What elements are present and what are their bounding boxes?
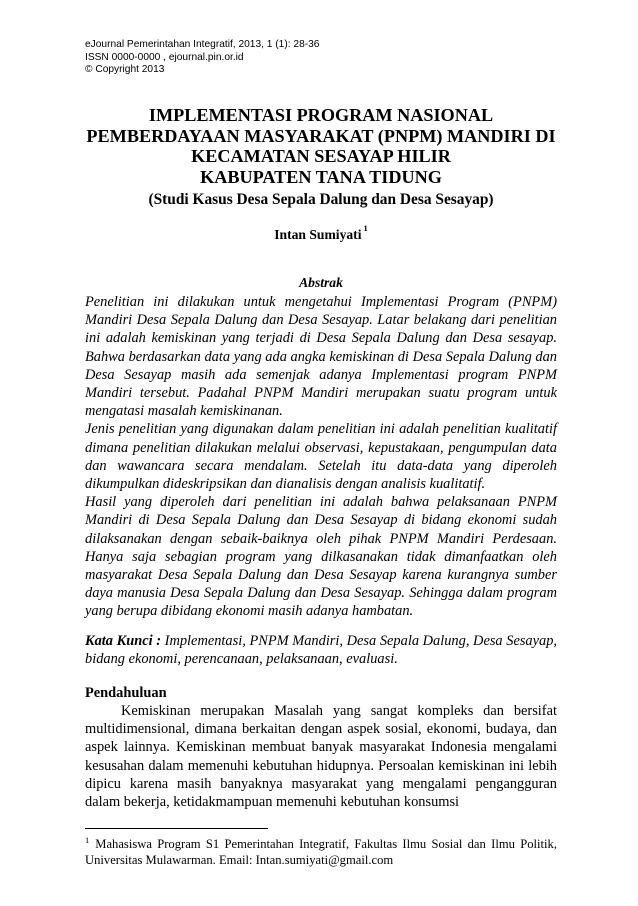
title-line-3: KECAMATAN SESAYAP HILIR — [191, 146, 451, 166]
footnote — [85, 836, 557, 869]
footnote-divider — [85, 828, 268, 829]
author-footnote-mark: 1 — [363, 223, 368, 234]
keywords-label: Kata Kunci : — [85, 633, 162, 649]
abstract-body — [85, 293, 557, 621]
author-name: Intan Sumiyati — [274, 227, 362, 242]
footnote-mark: 1 — [85, 834, 90, 845]
author — [85, 223, 557, 243]
abstract-paragraph: Jenis penelitian yang digunakan dalam penelitian ini adalah penelitian kualitatif dimana penelitian dilakukan melalui observasi, kepustakaan, pengumpulan data dan wawancara secara mendalam. Setelah itu data-data yang diperoleh dikumpulkan dideskripsikan dan dianalisis dengan analisis kualitatif. — [85, 421, 557, 493]
keywords-text: Implementasi, PNPM Mandiri, Desa Sepala Dalung, Desa Sesayap, bidang ekonomi, perencanaan, pelaksanaan, evaluasi. — [85, 633, 558, 668]
journal-copyright: © Copyright 2013 — [85, 64, 165, 75]
journal-issn: ISSN 0000-0000 , ejournal.pin.or.id — [85, 51, 244, 63]
section-heading: Pendahuluan — [85, 685, 167, 701]
journal-citation: eJournal Pemerintahan Integratif, 2013, 1 (1): 28-36 — [85, 39, 320, 50]
keywords — [85, 632, 557, 668]
title-line-2: PEMBERDAYAAN MASYARAKAT (PNPM) MANDIRI DI — [86, 125, 556, 146]
abstract-paragraph: Penelitian ini dilakukan untuk mengetahui Implementasi Program (PNPM) Mandiri Desa Sepala Dalung dan Desa Sesayap. Latar belakang dari penelitian ini adalah kemiskinan yang terjadi di Desa Sepala Dalung dan Desa sesayap. Bahwa berdasarkan data yang ada angka kemiskinan di Desa Sepala Dalung dan Desa Sesayap masih ada semenjak adanya Implementasi program PNPM Mandiri tersebut. Padahal PNPM Mandiri merupakan suatu program untuk mengatasi masalah kemiskinanan. — [85, 294, 557, 420]
abstract-paragraph: Hasil yang diperoleh dari penelitian ini adalah bahwa pelaksanaan PNPM Mandiri di Desa Sepala Dalung dan Desa Sesayap di bidang ekonomi sudah dilaksanakan dengan sebaik-baiknya oleh pihak PNPM Mandiri Perdesaan. Hanya saja sebagian program yang dilkasanakan tidak dimanfaatkan oleh masyarakat Desa Sepala Dalung dan Desa Sesayap karena kurangnya sumber daya manusia Desa Sepala Dalung dan Desa Sesayap. Sehingga dalam program yang berupa dibidang ekonomi masih adanya hambatan. — [85, 494, 557, 620]
footnote-text: Mahasiswa Program S1 Pemerintahan Integratif, Fakultas Ilmu Sosial dan Ilmu Politik, Universitas Mulawarman. Email: Intan.sumiyati@gmail.com — [85, 837, 557, 868]
abstract-heading: Abstrak — [299, 275, 343, 290]
journal-header — [85, 39, 319, 77]
paper-title — [85, 105, 557, 187]
title-line-1: IMPLEMENTASI PROGRAM NASIONAL — [148, 105, 494, 125]
title-line-4: KABUPATEN TANA TIDUNG — [200, 166, 442, 187]
intro-paragraph: Kemiskinan merupakan Masalah yang sangat kompleks dan bersifat multidimensional, dimana berkaitan dengan aspek sosial, ekonomi, budaya, dan aspek lainnya. Kemiskinan membuat banyak masyarakat Indonesia mengalami kesusahan dalam memenuhi kebutuhan hidupnya. Persoalan kemiskinan ini lebih dipicu karena masih banyaknya masyarakat yang mengalami pengangguran dalam bekerja, ketidakmampuan memenuhi kebutuhan konsumsi — [85, 703, 557, 811]
paper-subtitle: (Studi Kasus Desa Sepala Dalung dan Desa Sesayap) — [148, 191, 494, 208]
